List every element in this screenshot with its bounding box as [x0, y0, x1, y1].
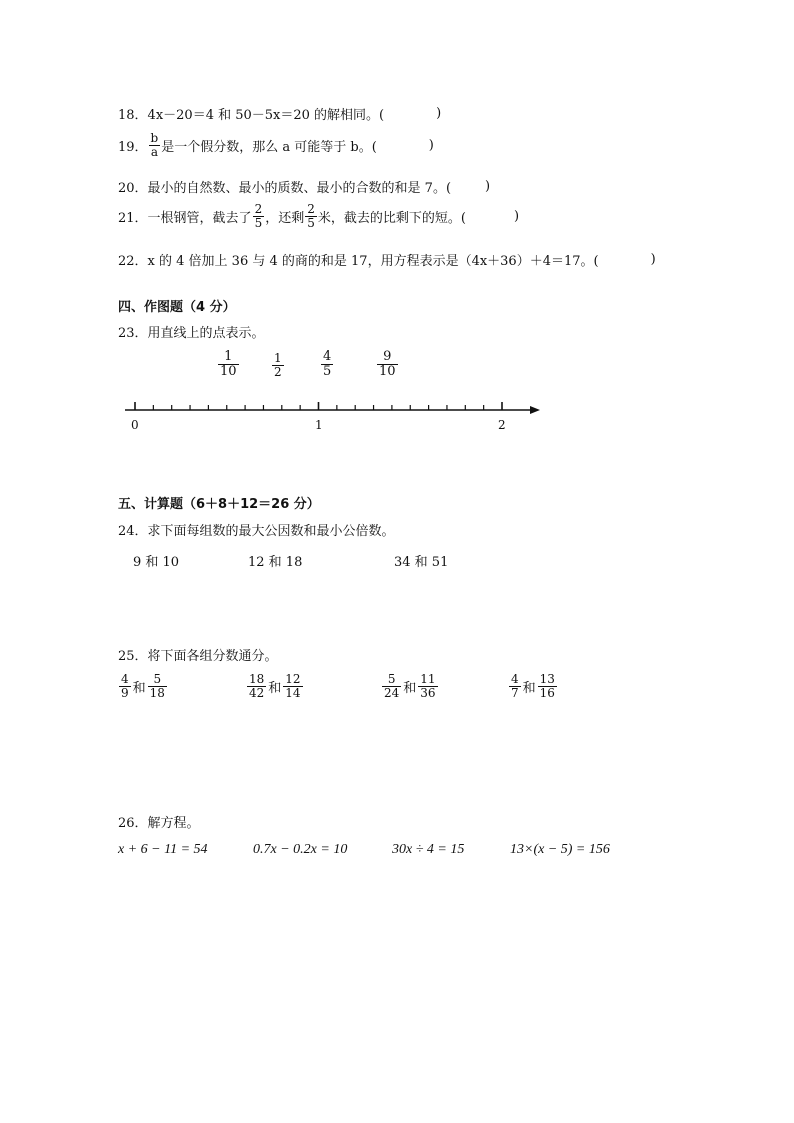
question-number: 18． [118, 108, 148, 123]
close-paren: ) [513, 209, 520, 225]
fraction-two-fifths: $\frac{2}{5}$ [254, 202, 263, 231]
fraction: $\frac{5}{18}$ [149, 672, 165, 701]
and-label: 和 [403, 681, 417, 697]
gcd-group-1: 9 和 10 [133, 555, 180, 570]
axis-label-2: 2 [498, 418, 506, 432]
question-24: 24．求下面每组数的最大公因数和最小公倍数。 [118, 524, 395, 539]
question-text: 最小的自然数、最小的质数、最小的合数的和是 7。( [147, 181, 452, 196]
question-number: 21． [118, 211, 148, 227]
question-23: 23．用直线上的点表示。 [118, 326, 265, 341]
equation-3: 30x ÷ 4 = 15 [392, 842, 465, 857]
fraction-two-fifths-meter: $\frac{2}{5}$ [307, 202, 315, 231]
and-label: 和 [522, 681, 536, 697]
and-label: 和 [132, 681, 146, 697]
question-19 [118, 132, 434, 159]
fraction-one-tenth: 1 10 [220, 349, 237, 380]
gcd-group-2: 12 和 18 [248, 555, 303, 570]
close-paren: ) [428, 138, 434, 154]
axis-label-0: 0 [131, 418, 139, 432]
question-text: 4x－20＝4 和 50－5x＝20 的解相同。( [147, 108, 385, 123]
question-21 [118, 203, 519, 230]
close-paren: ) [436, 106, 442, 121]
fraction: $\frac{13}{16}$ [539, 672, 555, 701]
equation-1: x + 6 − 11 = 54 [118, 842, 208, 857]
question-18 [118, 104, 441, 123]
fraction-pair-4 [508, 673, 558, 700]
question-25: 25．将下面各组分数通分。 [118, 649, 278, 664]
question-20 [118, 177, 490, 196]
section-title-calculation: 五、计算题（6＋8＋12＝26 分） [118, 497, 320, 512]
and-label: 和 [268, 681, 282, 697]
equation-4: 13×(x − 5) = 156 [510, 842, 610, 857]
question-number: 22． [118, 254, 148, 269]
fraction: $\frac{12}{14}$ [285, 672, 301, 701]
question-text-a: 一根钢管，截去了 [147, 211, 252, 227]
close-paren: ) [485, 179, 491, 194]
question-text: 是一个假分数，那么 a 可能等于 b。( [161, 140, 377, 156]
question-text: x 的 4 倍加上 36 与 4 的商的和是 17，用方程表示是（4x＋36）＋4＝17。( [147, 254, 599, 269]
fraction-b-over-a: $\frac{b}{a}$ [150, 131, 159, 160]
question-number: 19． [118, 140, 148, 156]
fraction: $\frac{18}{42}$ [249, 672, 265, 701]
question-number: 20． [118, 181, 148, 196]
question-22 [118, 250, 656, 269]
fraction-pair-3 [381, 673, 439, 700]
fraction-one-half: 1 2 [274, 351, 282, 380]
question-26: 26．解方程。 [118, 816, 200, 831]
section-title-drawing: 四、作图题（4 分） [118, 300, 236, 315]
fraction: $\frac{4}{9}$ [121, 672, 129, 701]
fraction: $\frac{4}{7}$ [511, 672, 519, 701]
close-paren: ) [650, 252, 656, 267]
axis-label-1: 1 [315, 418, 323, 432]
fraction-nine-tenths: 9 10 [379, 349, 396, 380]
fraction: $\frac{5}{24}$ [384, 672, 400, 701]
fraction-four-fifths: 4 5 [323, 349, 332, 380]
axis-arrow [530, 406, 540, 414]
gcd-group-3: 34 和 51 [394, 555, 449, 570]
fraction: $\frac{11}{36}$ [420, 672, 436, 701]
question-text-c: 米，截去的比剩下的短。( [317, 211, 466, 227]
number-line [120, 398, 550, 438]
fraction-pair-2 [246, 673, 304, 700]
question-text-b: ，还剩 [265, 211, 305, 227]
equation-2: 0.7x − 0.2x = 10 [253, 842, 348, 857]
fraction-pair-1 [118, 673, 168, 700]
